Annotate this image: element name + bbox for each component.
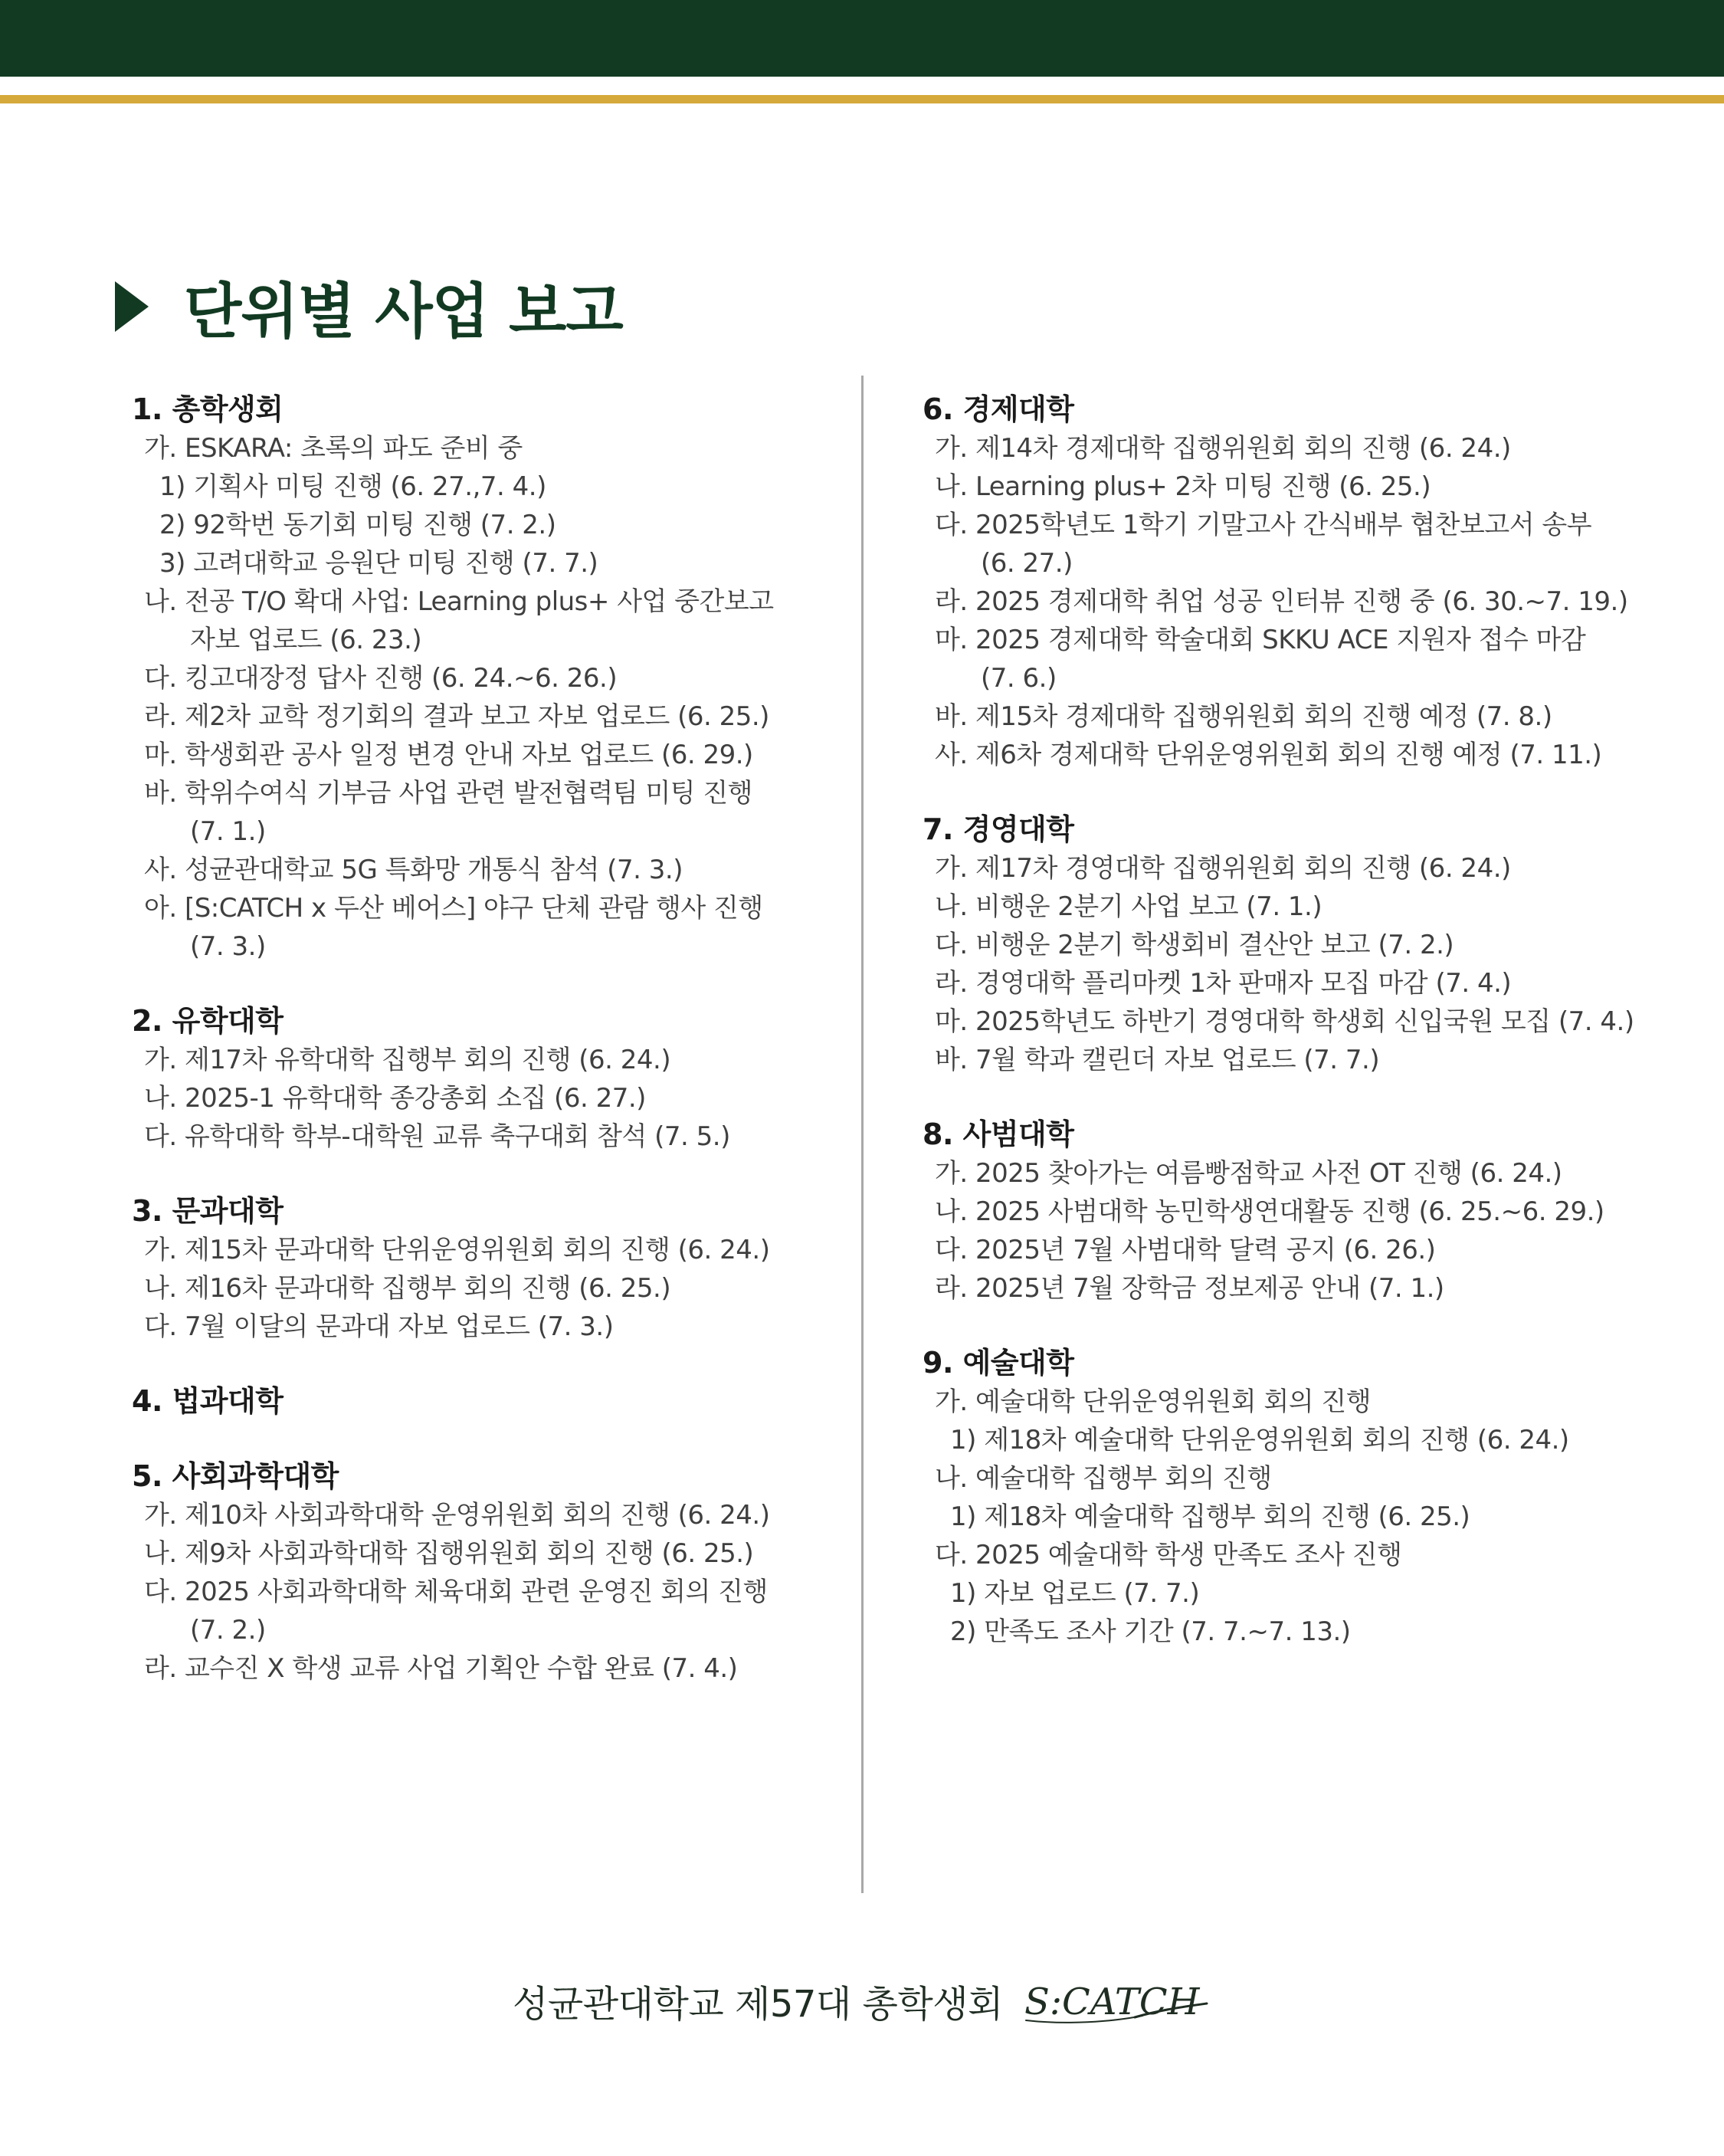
section-8 [923,1114,1712,1308]
list-item [923,1574,1712,1613]
list-item [923,1193,1712,1231]
list-item [923,926,1712,964]
item-text: 라. 제2차 교학 정기회의 결과 보고 자보 업로드 (6. 25.) [144,701,769,732]
item-text: 라. 경영대학 플리마켓 1차 판매자 모집 마감 (7. 4.) [935,968,1512,999]
item-continuation: (7. 2.) [190,1615,266,1646]
section-heading: 8. 사범대학 [923,1117,1074,1151]
footer-text: 성균관대학교 제57대 총학생회 [512,1982,1003,2026]
item-text: 가. 예술대학 단위운영위원회 회의 진행 [935,1386,1372,1417]
item-text: 가. 제17차 경영대학 집행위원회 회의 진행 (6. 24.) [935,853,1511,884]
item-continuation: (6. 27.) [981,548,1073,579]
item-text: 가. 제14차 경제대학 집행위원회 회의 진행 (6. 24.) [935,433,1511,464]
section-heading: 2. 유학대학 [132,1004,284,1038]
item-text: 다. 2025학년도 1학기 기말고사 간식배부 협찬보고서 송부 [935,510,1592,540]
item-text: 나. 2025-1 유학대학 종강총회 소집 (6. 27.) [144,1083,646,1114]
item-continuation: 자보 업로드 (6. 23.) [190,625,422,655]
section-heading: 3. 문과대학 [132,1194,284,1228]
section-1 [132,389,837,966]
item-text: 바. 제15차 경제대학 집행위원회 회의 진행 예정 (7. 8.) [935,701,1552,732]
list-item [132,659,837,697]
list-item [132,1496,837,1534]
list-item [132,1573,837,1649]
page-title: 단위별 사업 보고 [184,277,623,346]
logo-text: S:CATCH [1024,1980,1200,2023]
item-text: 3) 고려대학교 응원단 미팅 진행 (7. 7.) [159,548,598,579]
list-item [132,544,837,582]
item-text: 가. 제15차 문과대학 단위운영위원회 회의 진행 (6. 24.) [144,1235,770,1265]
list-item [132,851,837,889]
item-text: 사. 제6차 경제대학 단위운영위원회 회의 진행 예정 (7. 11.) [935,740,1602,770]
list-item [923,1459,1712,1498]
scatch-logo [1020,1970,1211,2031]
list-item [132,889,837,966]
list-item [132,1231,837,1269]
section-heading: 4. 법과대학 [132,1384,284,1418]
list-item [923,429,1712,468]
item-text: 라. 교수진 X 학생 교류 사업 기획안 수합 완료 (7. 4.) [144,1653,738,1684]
section-heading: 9. 예술대학 [923,1346,1074,1380]
list-item [923,621,1712,697]
section-5 [132,1456,837,1688]
item-text: 다. 2025년 7월 사범대학 달력 공지 (6. 26.) [935,1235,1436,1265]
list-item [132,582,837,659]
list-item [923,1383,1712,1421]
list-item [923,1041,1712,1079]
triangle-arrow-icon [115,281,149,332]
list-item [923,506,1712,582]
list-item [923,964,1712,1003]
column-divider [861,376,864,1893]
item-text: 1) 자보 업로드 (7. 7.) [950,1578,1200,1609]
list-item [923,849,1712,888]
section-heading: 5. 사회과학대학 [132,1459,339,1493]
list-item [132,1079,837,1117]
section-heading: 1. 총학생회 [132,392,284,426]
section-6 [923,389,1712,774]
item-text: 다. 비행운 2분기 학생회비 결산안 보고 (7. 2.) [935,930,1454,960]
list-item [923,1269,1712,1308]
item-text: 다. 2025 사회과학대학 체육대회 관련 운영진 회의 진행 [144,1577,768,1607]
list-item [923,582,1712,621]
item-text: 나. 예술대학 집행부 회의 진행 [935,1463,1272,1494]
list-item [923,1613,1712,1651]
item-text: 1) 기획사 미팅 진행 (6. 27.,7. 4.) [159,471,546,502]
item-text: 1) 제18차 예술대학 단위운영위원회 회의 진행 (6. 24.) [950,1425,1569,1455]
list-item [132,1269,837,1308]
item-text: 다. 2025 예술대학 학생 만족도 조사 진행 [935,1540,1402,1570]
section-7 [923,809,1712,1079]
list-item [132,429,837,468]
item-text: 2) 92학번 동기회 미팅 진행 (7. 2.) [159,510,556,540]
list-item [923,1231,1712,1269]
item-text: 가. 제17차 유학대학 집행부 회의 진행 (6. 24.) [144,1045,671,1075]
item-text: 바. 7월 학과 캘린더 자보 업로드 (7. 7.) [935,1045,1380,1075]
header-band [0,0,1724,77]
list-item [923,1003,1712,1041]
item-text: 마. 학생회관 공사 일정 변경 안내 자보 업로드 (6. 29.) [144,740,753,770]
item-text: 나. 2025 사범대학 농민학생연대활동 진행 (6. 25.~6. 29.) [935,1196,1604,1227]
list-item [923,1536,1712,1574]
section-9 [923,1343,1712,1651]
item-continuation: (7. 1.) [190,816,266,847]
item-text: 가. 제10차 사회과학대학 운영위원회 회의 진행 (6. 24.) [144,1500,770,1531]
list-item [132,468,837,506]
item-text: 라. 2025 경제대학 취업 성공 인터뷰 진행 중 (6. 30.~7. 19.) [935,586,1628,617]
item-text: 나. 전공 T/O 확대 사업: Learning plus+ 사업 중간보고 [144,586,774,617]
item-text: 나. 비행운 2분기 사업 보고 (7. 1.) [935,891,1322,922]
item-text: 다. 킹고대장정 답사 진행 (6. 24.~6. 26.) [144,663,618,694]
item-text: 나. Learning plus+ 2차 미팅 진행 (6. 25.) [935,471,1431,502]
section-2 [132,1001,837,1156]
item-text: 마. 2025 경제대학 학술대회 SKKU ACE 지원자 접수 마감 [935,625,1586,655]
item-text: 마. 2025학년도 하반기 경영대학 학생회 신입국원 모집 (7. 4.) [935,1006,1634,1037]
list-item [923,1154,1712,1193]
footer [0,1958,1724,2043]
list-item [132,736,837,774]
item-text: 아. [S:CATCH x 두산 베어스] 야구 단체 관람 행사 진행 [144,893,763,924]
right-column [923,389,1712,1686]
header-accent-line [0,95,1724,103]
item-text: 사. 성균관대학교 5G 특화망 개통식 참석 (7. 3.) [144,855,683,885]
item-text: 다. 7월 이달의 문과대 자보 업로드 (7. 3.) [144,1311,614,1342]
list-item [132,1534,837,1573]
list-item [923,697,1712,736]
list-item [923,468,1712,506]
section-3 [132,1191,837,1346]
section-4 [132,1381,837,1421]
item-text: 가. 2025 찾아가는 여름빵점학교 사전 OT 진행 (6. 24.) [935,1158,1562,1189]
left-column [132,389,837,1723]
section-heading: 6. 경제대학 [923,392,1074,426]
list-item [923,888,1712,926]
list-item [923,1421,1712,1459]
list-item [132,774,837,851]
item-text: 2) 만족도 조사 기간 (7. 7.~7. 13.) [950,1616,1351,1647]
list-item [132,697,837,736]
item-continuation: (7. 3.) [190,931,266,962]
item-continuation: (7. 6.) [981,663,1057,694]
section-heading: 7. 경영대학 [923,812,1074,846]
item-text: 나. 제9차 사회과학대학 집행위원회 회의 진행 (6. 25.) [144,1538,754,1569]
list-item [132,1649,837,1688]
list-item [132,506,837,544]
list-item [923,736,1712,774]
list-item [923,1498,1712,1536]
list-item [132,1041,837,1079]
item-text: 다. 유학대학 학부-대학원 교류 축구대회 참석 (7. 5.) [144,1121,730,1152]
item-text: 라. 2025년 7월 장학금 정보제공 안내 (7. 1.) [935,1273,1444,1304]
item-text: 1) 제18차 예술대학 집행부 회의 진행 (6. 25.) [950,1501,1470,1532]
title-row [115,261,623,353]
list-item [132,1308,837,1346]
item-text: 바. 학위수여식 기부금 사업 관련 발전협력팀 미팅 진행 [144,778,753,809]
list-item [132,1117,837,1156]
item-text: 가. ESKARA: 초록의 파도 준비 중 [144,433,523,464]
item-text: 나. 제16차 문과대학 집행부 회의 진행 (6. 25.) [144,1273,671,1304]
